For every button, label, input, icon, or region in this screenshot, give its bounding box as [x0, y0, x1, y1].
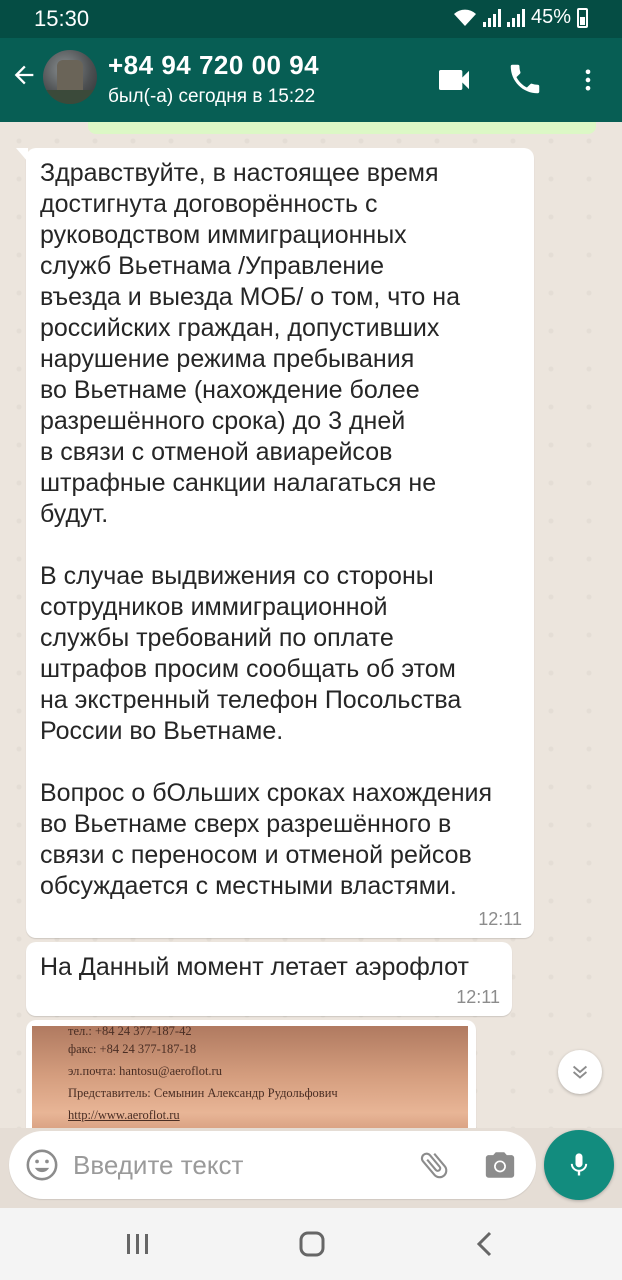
- status-bar: [0, 0, 622, 38]
- incoming-message[interactable]: [26, 942, 512, 1016]
- battery-percent: 45%: [530, 6, 571, 28]
- message-text: На Данный момент летает аэрофлот: [40, 953, 469, 981]
- system-nav-bar: [0, 1208, 622, 1280]
- signal-r-icon: [483, 9, 501, 27]
- mic-icon: [565, 1149, 593, 1181]
- video-call-icon[interactable]: [434, 60, 474, 100]
- message-input[interactable]: [73, 1143, 393, 1187]
- battery-icon: [577, 8, 588, 28]
- chat-header: [0, 38, 622, 122]
- signal-r-icon: [507, 9, 525, 27]
- avatar[interactable]: [43, 50, 97, 104]
- message-text: Здравствуйте, в настоящее время достигнута договорённость с руководством иммиграционных служб Вьетнама /Управление въезда и выезда МОБ/ о том, что на российских граждан, допустивших нарушение режима пребывания во Вьетнаме (нахождение более разрешённого срока) до 3 дней в связи с отменой авиарейсов штрафные санкции налагаться не будут. В случае выдвижения со стороны сотрудников иммиграционной службы требований по оплате штрафов просим сообщать об этом на экстренный телефон Посольства России во Вьетнаме. Вопрос о бОльших сроках нахождения во Вьетнаме сверх разрешённого в связи с переносом и отменой рейсов обсуждается с местными властями.: [40, 159, 493, 900]
- double-chevron-down-icon: [569, 1061, 591, 1083]
- contact-name[interactable]: +84 94 720 00 94: [108, 50, 320, 80]
- phone-icon[interactable]: [506, 60, 546, 100]
- back-arrow-icon[interactable]: [10, 60, 40, 96]
- last-seen-status: был(-а) сегодня в 15:22: [108, 86, 316, 107]
- previous-outgoing-message: [88, 122, 596, 134]
- photo-text-line: эл.почта: hantosu@aeroflot.ru: [68, 1064, 222, 1078]
- scroll-to-bottom-button[interactable]: [558, 1050, 602, 1094]
- emoji-icon[interactable]: [25, 1148, 59, 1182]
- home-icon[interactable]: [292, 1228, 332, 1260]
- attach-icon[interactable]: [417, 1148, 451, 1182]
- voice-record-button[interactable]: [544, 1130, 614, 1200]
- message-time: 12:11: [456, 987, 500, 1007]
- recent-apps-icon[interactable]: [118, 1228, 158, 1260]
- attached-photo[interactable]: [32, 1026, 468, 1128]
- wifi-icon: [453, 9, 477, 27]
- incoming-message[interactable]: [26, 148, 534, 938]
- message-composer: [9, 1131, 536, 1199]
- camera-icon[interactable]: [483, 1148, 517, 1182]
- photo-text-line: Представитель: Семынин Александр Рудольфович: [68, 1086, 338, 1100]
- photo-text-line: http://www.aeroflot.ru: [68, 1108, 180, 1122]
- photo-text-line: тел.: +84 24 377-187-42: [68, 1026, 192, 1038]
- photo-text-line: факс: +84 24 377-187-18: [68, 1042, 197, 1056]
- message-time: 12:11: [478, 909, 522, 929]
- status-icons: [453, 6, 588, 29]
- chat-area[interactable]: [0, 122, 622, 1128]
- back-icon[interactable]: [466, 1228, 506, 1260]
- more-vert-icon[interactable]: [574, 60, 602, 100]
- incoming-image-message[interactable]: [26, 1020, 476, 1128]
- status-time: 15:30: [34, 6, 90, 31]
